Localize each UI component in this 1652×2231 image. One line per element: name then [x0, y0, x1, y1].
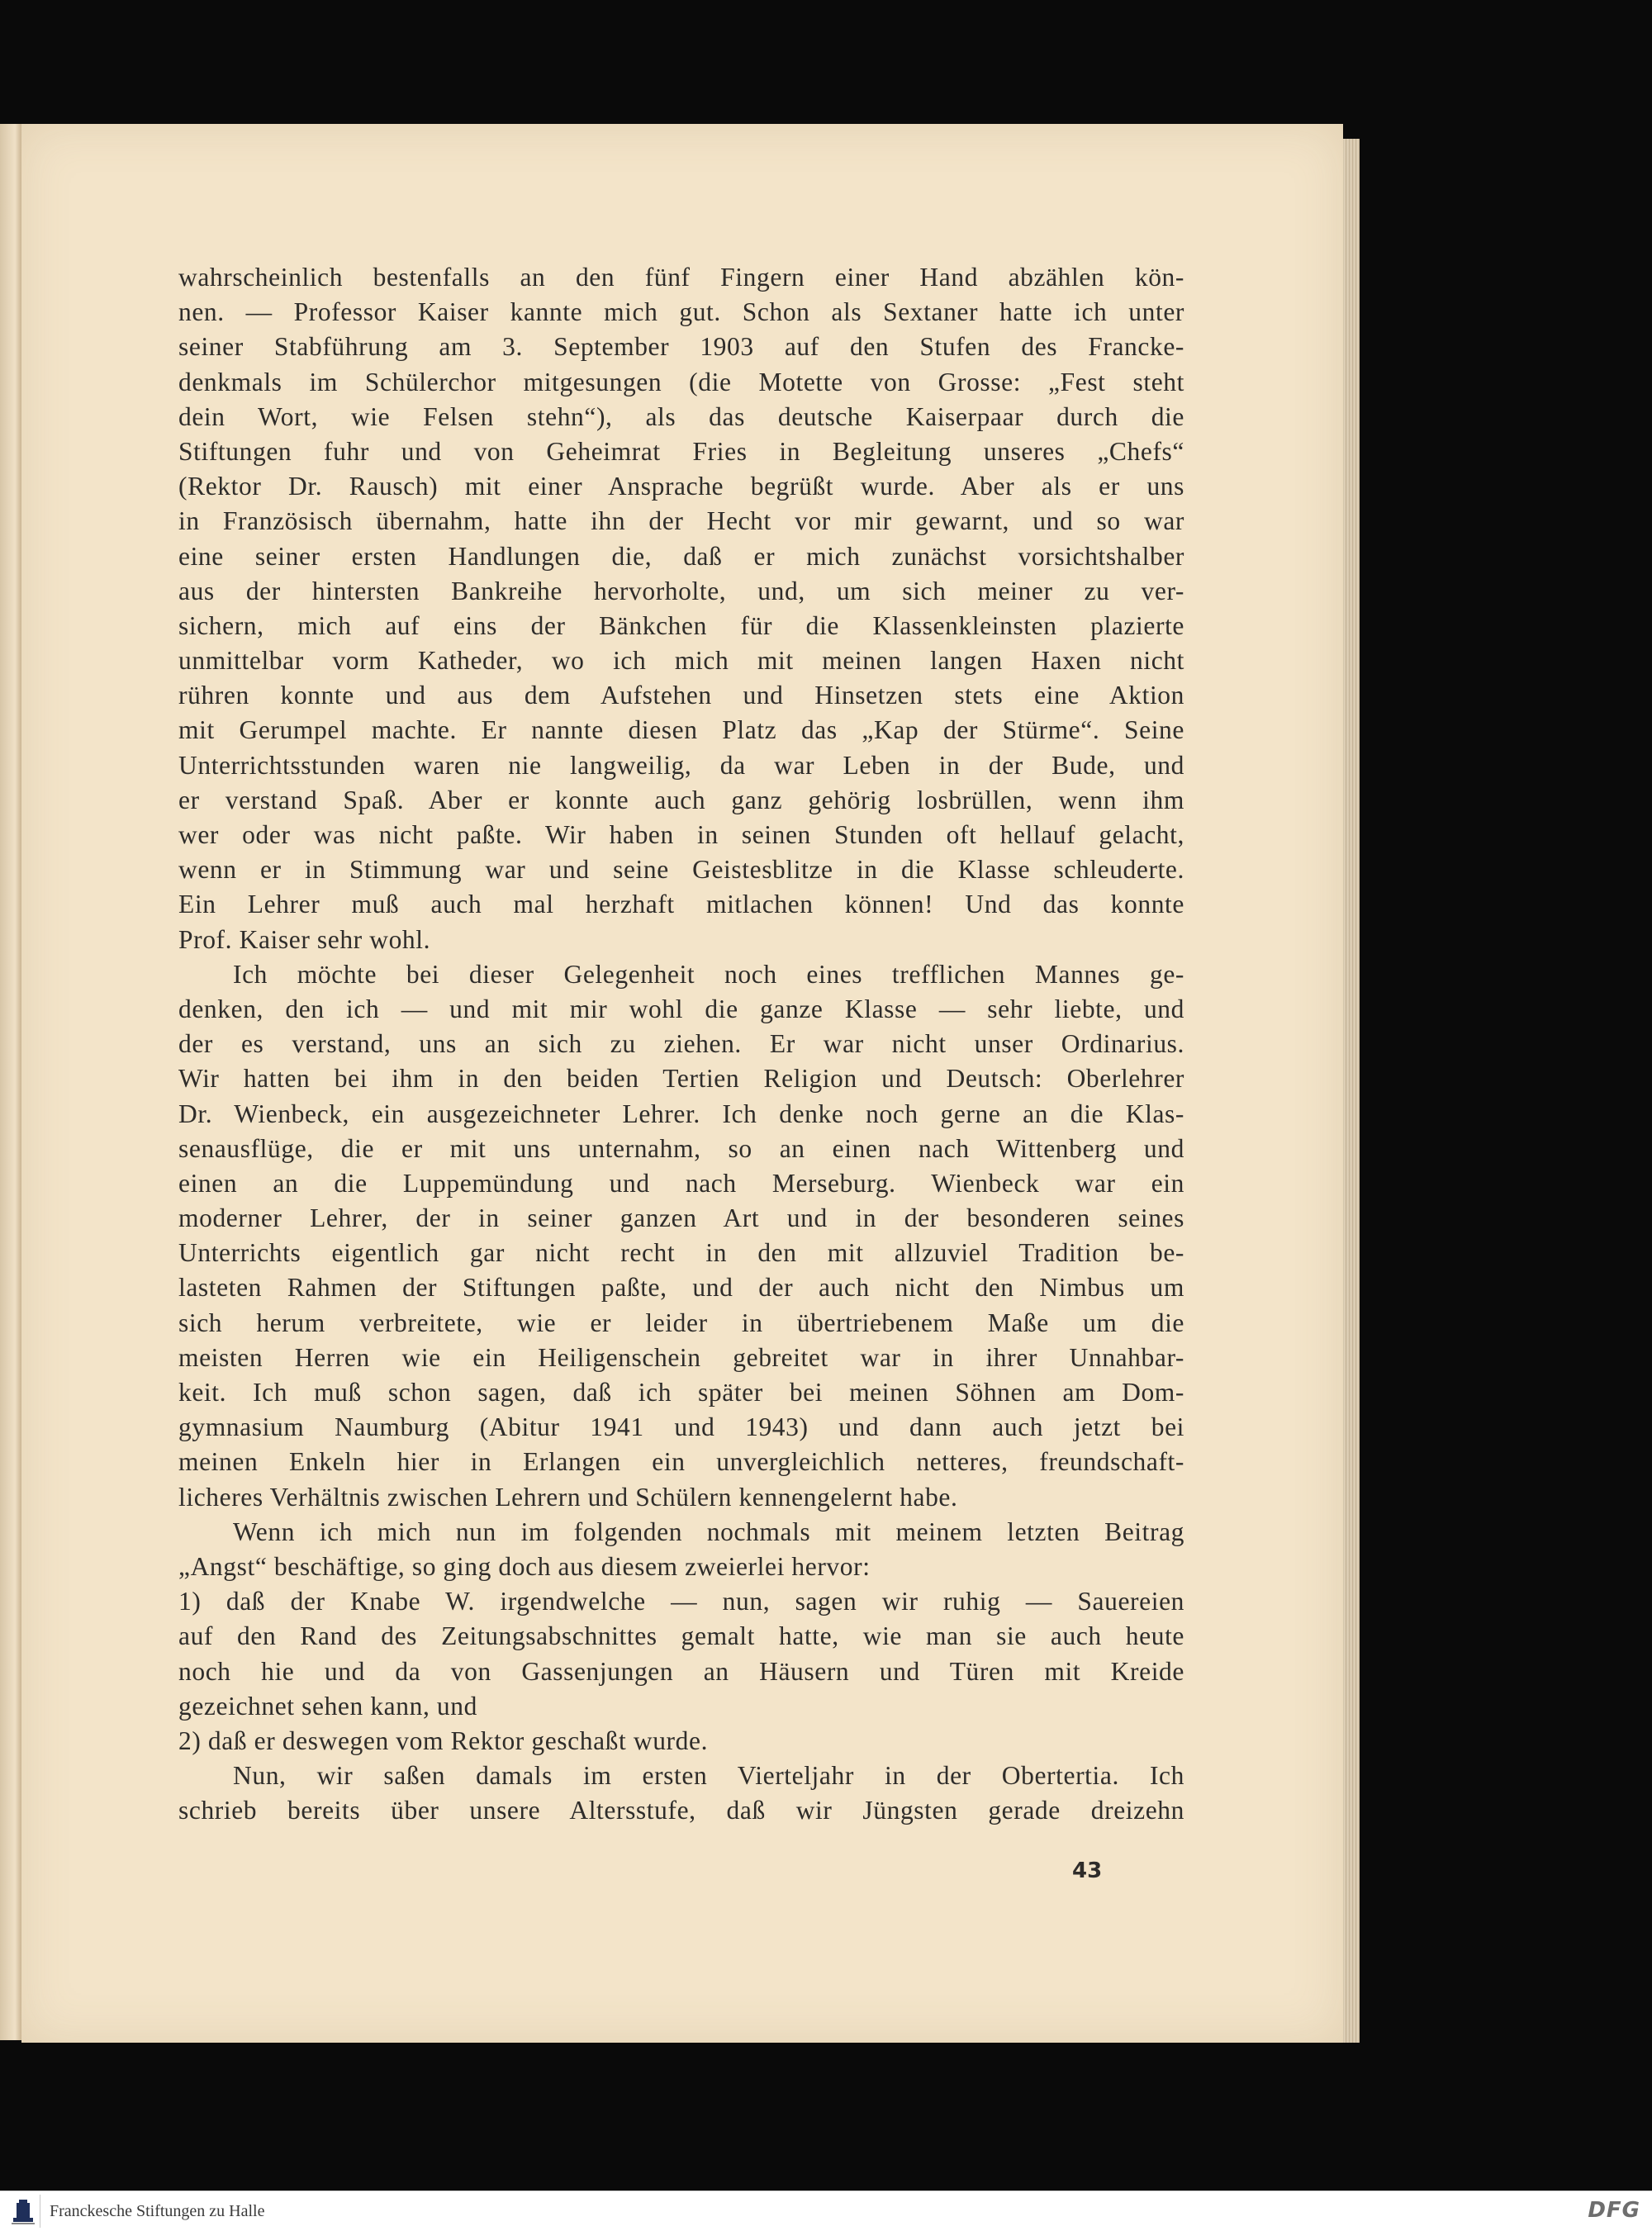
text-line: Stiftungen fuhr und von Geheimrat Fries in Begleitung unseres „Chefs“ — [178, 436, 1184, 466]
text-line: „Angst“ beschäftige, so ging doch aus diesem zweierlei hervor: — [178, 1551, 871, 1581]
text-line: Dr. Wienbeck, ein ausgezeichneter Lehrer. Ich denke noch gerne an die Klas- — [178, 1099, 1184, 1128]
text-line: Ich möchte bei dieser Gelegenheit noch eines trefflichen Mannes ge- — [233, 959, 1184, 989]
page-number: 43 — [1072, 1858, 1103, 1883]
text-line: keit. Ich muß schon sagen, daß ich später bei meinen Söhnen am Dom- — [178, 1378, 1184, 1407]
institution-name: Franckesche Stiftungen zu Halle — [50, 2202, 265, 2220]
text-line: Prof. Kaiser sehr wohl. — [178, 924, 431, 954]
text-line: sichern, mich auf eins der Bänkchen für die Klassenkleinsten plazierte — [178, 610, 1184, 640]
text-line: einen an die Luppemündung und nach Merseburg. Wienbeck war ein — [178, 1168, 1184, 1198]
text-line: Ein Lehrer muß auch mal herzhaft mitlachen können! Und das konnte — [178, 890, 1184, 919]
text-line: gezeichnet sehen kann, und — [178, 1691, 477, 1721]
text-line: Wenn ich mich nun im folgenden nochmals mit meinem letzten Beitrag — [233, 1517, 1184, 1546]
text-line: seiner Stabführung am 3. September 1903 auf den Stufen des Francke- — [178, 332, 1184, 362]
text-line: senausflüge, die er mit uns unternahm, so an einen nach Wittenberg und — [178, 1133, 1184, 1163]
text-line: unmittelbar vorm Katheder, wo ich mich mit meinen langen Haxen nicht — [178, 646, 1184, 676]
previous-page-edge — [0, 124, 21, 2040]
text-line: der es verstand, uns an sich zu ziehen. Er war nicht unser Ordinarius. — [178, 1029, 1184, 1059]
text-line: nen. — Professor Kaiser kannte mich gut. Schon als Sextaner hatte ich unter — [178, 297, 1184, 327]
text-line: denken, den ich — und mit mir wohl die ganze Klasse — sehr liebte, und — [178, 994, 1184, 1023]
text-line: rühren konnte und aus dem Aufstehen und Hinsetzen stets eine Aktion — [178, 681, 1184, 710]
text-line: 2) daß er deswegen vom Rektor geschaßt wurde. — [178, 1725, 709, 1755]
text-line: aus der hintersten Bankreihe hervorholte, und, um sich meiner zu ver- — [178, 576, 1184, 605]
text-line: schrieb bereits über unsere Altersstufe, daß wir Jüngsten gerade dreizehn — [178, 1796, 1184, 1825]
institution-logo-icon — [7, 2195, 40, 2228]
text-line: lasteten Rahmen der Stiftungen paßte, und der auch nicht den Nimbus um — [178, 1273, 1184, 1303]
text-line: noch hie und da von Gassenjungen an Häusern und Türen mit Kreide — [178, 1656, 1184, 1686]
text-line: Unterrichts eigentlich gar nicht recht in den mit allzuviel Tradition be- — [178, 1238, 1184, 1268]
text-line: 1) daß der Knabe W. irgendwelche — nun, sagen wir ruhig — Sauereien — [178, 1587, 1184, 1616]
text-line: wer oder was nicht paßte. Wir haben in seinen Stunden oft hellauf gelacht, — [178, 820, 1184, 849]
text-line: eine seiner ersten Handlungen die, daß er mich zunächst vorsichtshalber — [178, 541, 1184, 571]
text-line: Wir hatten bei ihm in den beiden Tertien Religion und Deutsch: Oberlehrer — [178, 1064, 1184, 1094]
text-line: dein Wort, wie Felsen stehn“), als das deutsche Kaiserpaar durch die — [178, 401, 1184, 431]
text-line: sich herum verbreitete, wie er leider in übertriebenem Maße um die — [178, 1308, 1184, 1337]
dfg-logo: DFG — [1588, 2198, 1640, 2223]
text-line: (Rektor Dr. Rausch) mit einer Ansprache begrüßt wurde. Aber als er uns — [178, 472, 1184, 501]
text-line: meisten Herren wie ein Heiligenschein gebreitet war in ihrer Unnahbar- — [178, 1342, 1184, 1372]
text-line: licheres Verhältnis zwischen Lehrern und Schülern kennengelernt habe. — [178, 1482, 958, 1512]
text-line: wahrscheinlich bestenfalls an den fünf Fingern einer Hand abzählen kön- — [178, 263, 1184, 292]
viewer-footer — [0, 2191, 1652, 2231]
text-line: in Französisch übernahm, hatte ihn der Hecht vor mir gewarnt, und so war — [178, 506, 1184, 536]
text-line: er verstand Spaß. Aber er konnte auch ganz gehörig losbrüllen, wenn ihm — [178, 785, 1184, 814]
text-line: Unterrichtsstunden waren nie langweilig, da war Leben in der Bude, und — [178, 750, 1184, 780]
text-line: Nun, wir saßen damals im ersten Vierteljahr in der Obertertia. Ich — [233, 1761, 1184, 1791]
text-line: gymnasium Naumburg (Abitur 1941 und 1943) und dann auch jetzt bei — [178, 1412, 1184, 1442]
text-line: mit Gerumpel machte. Er nannte diesen Platz das „Kap der Stürme“. Seine — [178, 715, 1184, 745]
text-line: moderner Lehrer, der in seiner ganzen Art und in der besonderen seines — [178, 1203, 1184, 1233]
text-line: wenn er in Stimmung war und seine Geistesblitze in die Klasse schleuderte. — [178, 855, 1184, 885]
text-line: denkmals im Schülerchor mitgesungen (die Motette von Grosse: „Fest steht — [178, 367, 1184, 396]
body-text — [178, 260, 1184, 1828]
text-line: meinen Enkeln hier in Erlangen ein unvergleichlich netteres, freundschaft- — [178, 1447, 1184, 1477]
book-page — [21, 124, 1343, 2043]
text-line: auf den Rand des Zeitungsabschnittes gemalt hatte, wie man sie auch heute — [178, 1621, 1184, 1651]
